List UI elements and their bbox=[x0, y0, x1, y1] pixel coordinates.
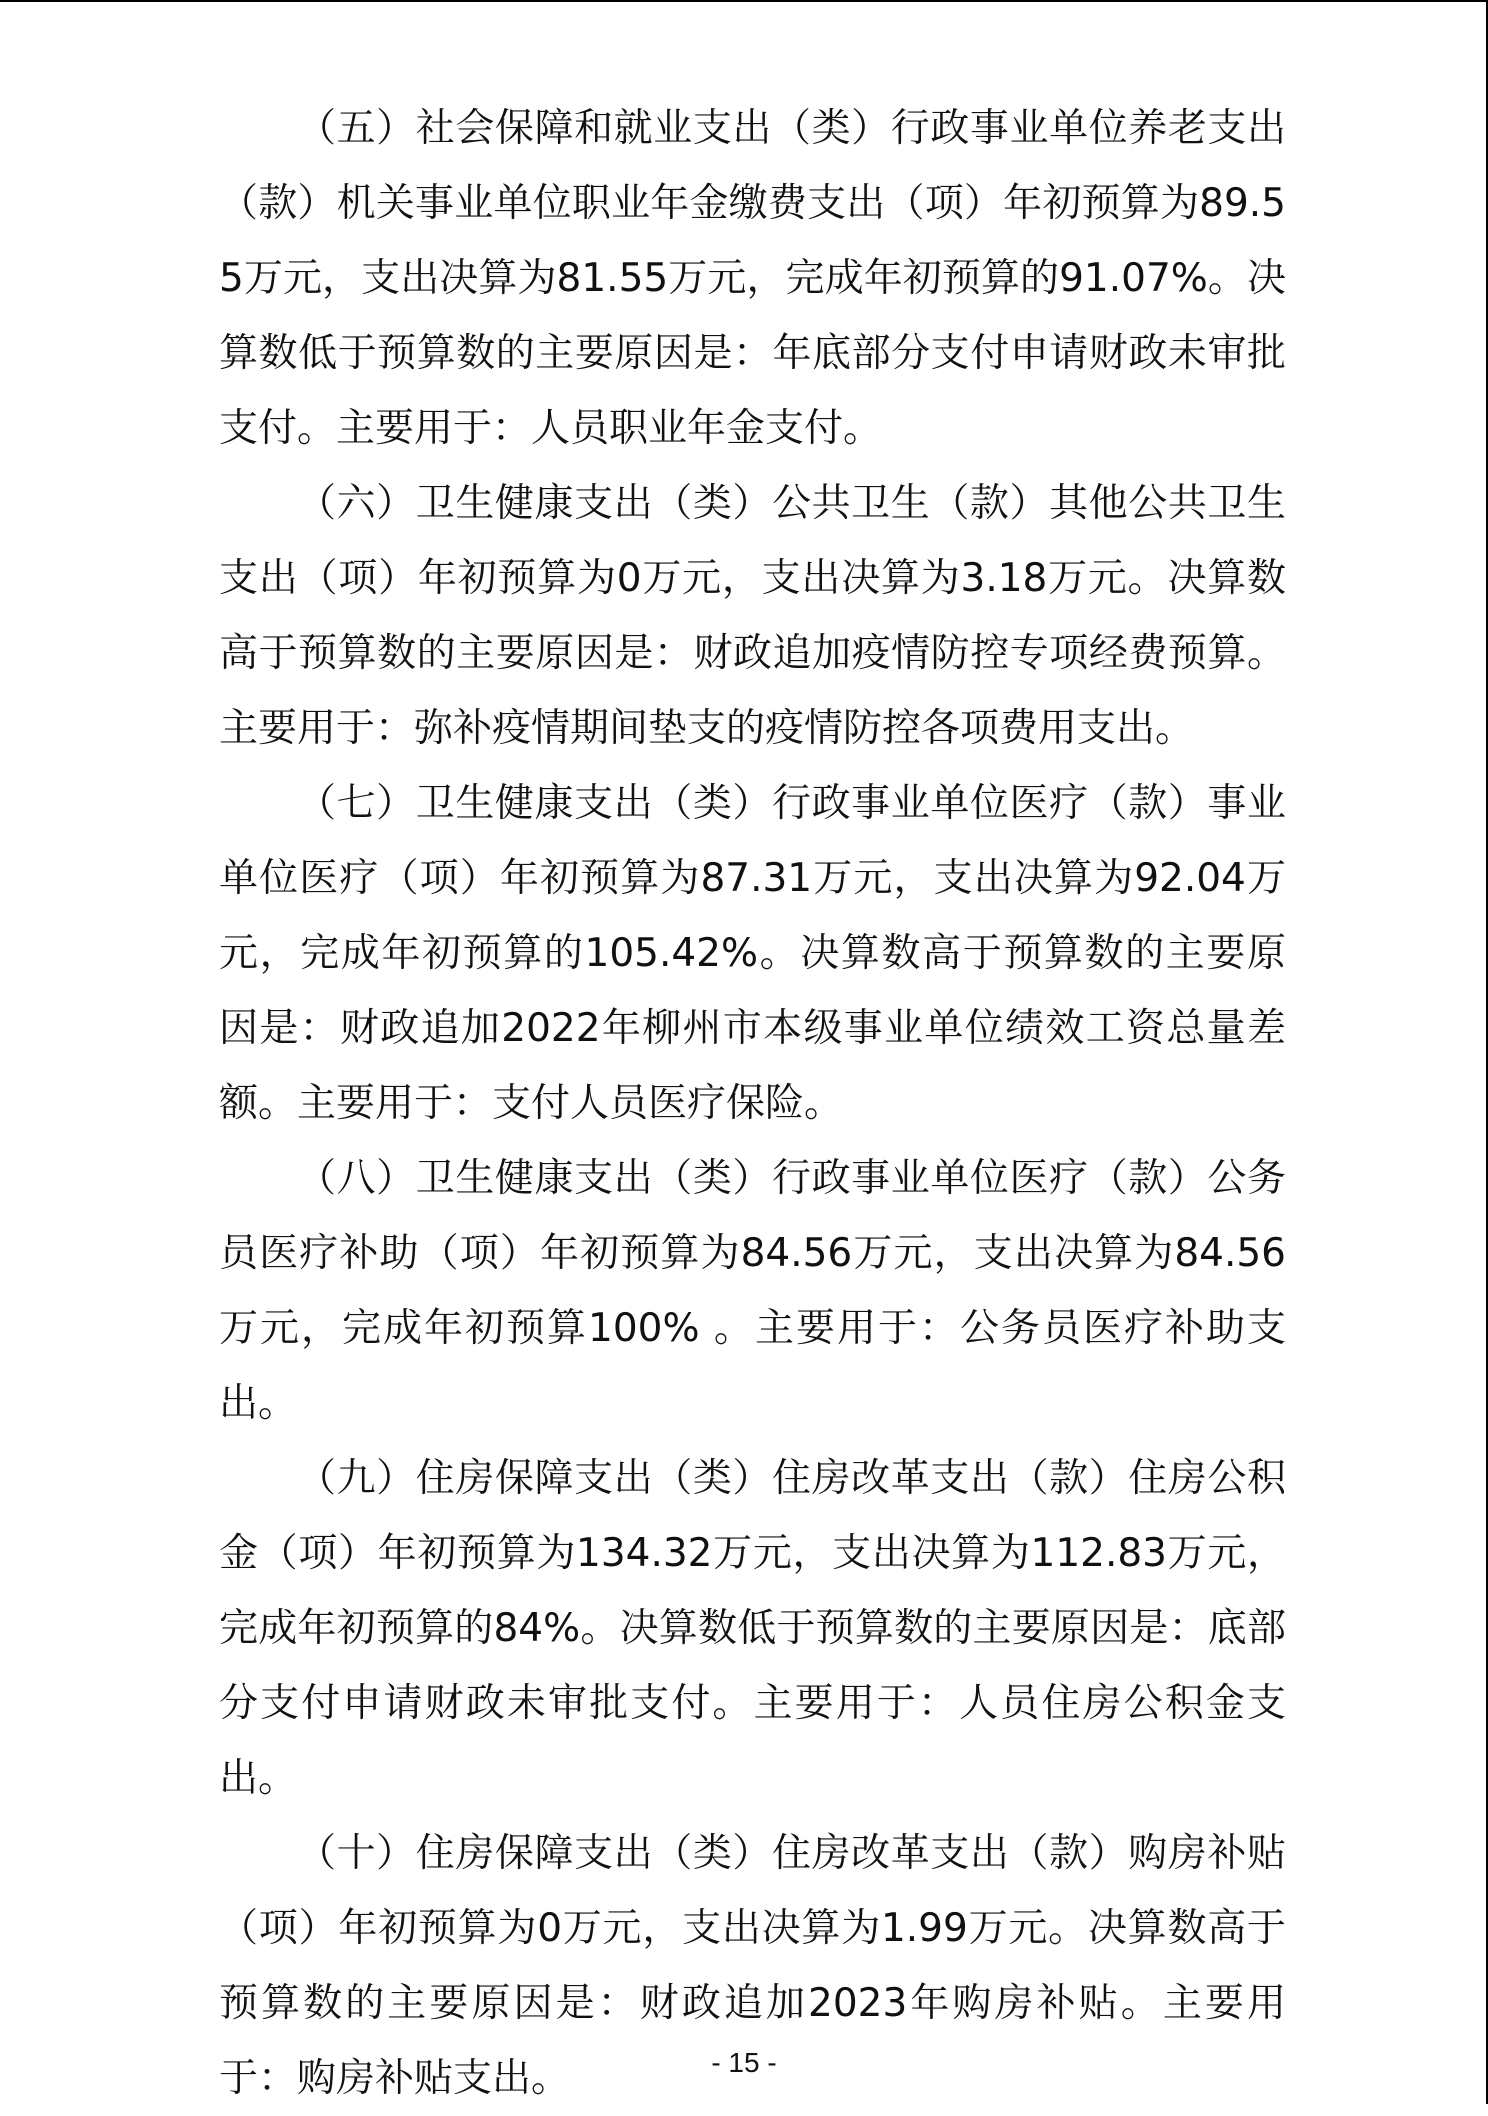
paragraph-8-civil-servant-medical-subsidy: （八）卫生健康支出（类）行政事业单位医疗（款）公务员医疗补助（项）年初预算为84.56万元，支出决算为84.56万元，完成年初预算100% 。主要用于：公务员医疗补助支出。 bbox=[219, 1156, 1286, 1426]
page-number: - 15 - bbox=[711, 2047, 777, 2078]
document-body bbox=[219, 91, 1286, 2116]
page-border-top bbox=[0, 0, 1488, 2]
paragraph-10-housing-purchase-subsidy: （十）住房保障支出（类）住房改革支出（款）购房补贴（项）年初预算为0万元，支出决算为1.99万元。决算数高于预算数的主要原因是：财政追加2023年购房补贴。主要用于：购房补贴支出。 bbox=[219, 1831, 1286, 2101]
paragraph-6-public-health-expenditure: （六）卫生健康支出（类）公共卫生（款）其他公共卫生支出（项）年初预算为0万元，支出决算为3.18万元。决算数高于预算数的主要原因是：财政追加疫情防控专项经费预算。主要用于：弥补疫情期间垫支的疫情防控各项费用支出。 bbox=[219, 481, 1286, 751]
paragraph-7-institution-medical-expenditure: （七）卫生健康支出（类）行政事业单位医疗（款）事业单位医疗（项）年初预算为87.31万元，支出决算为92.04万元，完成年初预算的105.42%。决算数高于预算数的主要原因是：财政追加2022年柳州市本级事业单位绩效工资总量差额。主要用于：支付人员医疗保险。 bbox=[219, 781, 1286, 1126]
paragraph-5-pension-expenditure: （五）社会保障和就业支出（类）行政事业单位养老支出（款）机关事业单位职业年金缴费支出（项）年初预算为89.55万元，支出决算为81.55万元，完成年初预算的91.07%。决算数低于预算数的主要原因是：年底部分支付申请财政未审批支付。主要用于：人员职业年金支付。 bbox=[219, 106, 1286, 451]
paragraph-9-housing-provident-fund: （九）住房保障支出（类）住房改革支出（款）住房公积金（项）年初预算为134.32万元，支出决算为112.83万元，完成年初预算的84%。决算数低于预算数的主要原因是：底部分支付申请财政未审批支付。主要用于：人员住房公积金支出。 bbox=[219, 1456, 1286, 1801]
